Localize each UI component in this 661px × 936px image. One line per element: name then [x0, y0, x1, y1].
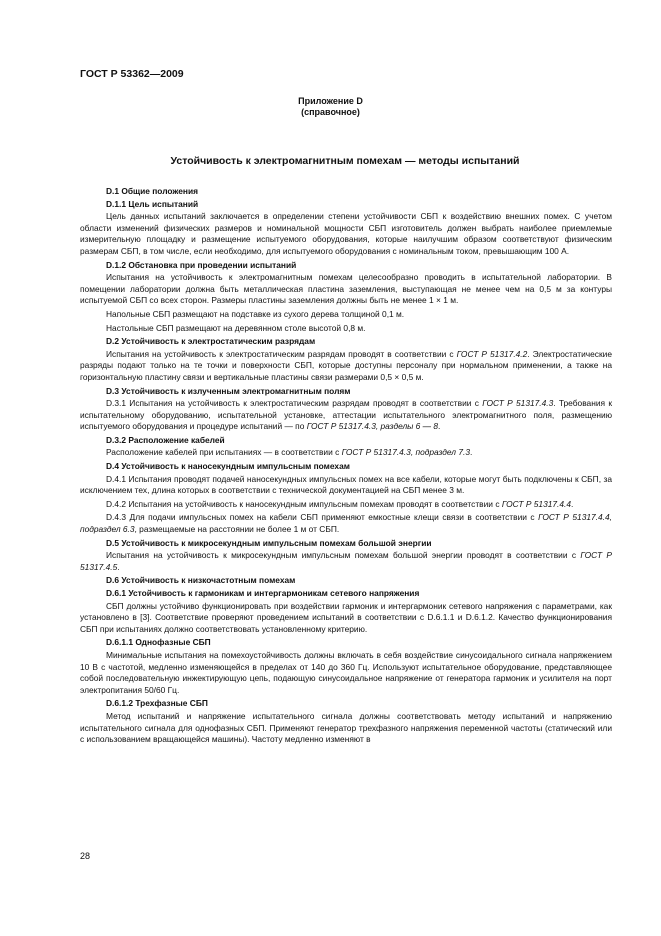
paragraph	[80, 499, 612, 511]
paragraph	[80, 512, 612, 535]
section-heading: D.1.2 Обстановка при проведении испытаний	[106, 259, 297, 270]
paragraph: Испытания на устойчивость к электромагнитным помехам целесообразно проводить в испытательной лаборатории. В помещении лаборатории должна быть металлическая пластина заземления, выступающая не менее чем на 0,5 м за контуры испытуемой СБП со всех сторон. Размеры пластины заземления должны быть не менее 1 × 1 м.	[80, 272, 612, 306]
standard-reference: ГОСТ Р 51317.4.2	[456, 348, 528, 359]
text-run: .	[470, 447, 473, 458]
document-body	[80, 185, 612, 748]
paragraph	[80, 550, 612, 573]
section-heading: D.3.2 Расположение кабелей	[106, 434, 225, 445]
paragraph: Цель данных испытаний заключается в определении степени устойчивости СБП к воздействию внешних помех. С учетом области изменений физических размеров и номинальной мощности СБП изготовитель должен выбрать наиболее приемлемые измерительную площадку и размещение испытуемого оборудования, которые наилучшим образом соответствуют физическим размерам СБП, в том числе, если необходимо, для испытуемого оборудования с номинальным током, превышающим 100 А.	[80, 211, 612, 256]
paragraph	[80, 447, 612, 459]
standard-reference: ГОСТ Р 51317.4.3, подраздел 7.3	[341, 447, 470, 458]
paragraph: Минимальные испытания на помехоустойчивость должны включать в себя воздействие синусоидального сигнала напряжением 10 В с частотой, медленно изменяющейся в пределах от 140 до 360 Гц. Используют испытательное оборудование, представляющее собой последовательную инжектирующую цепь, подающую синусоидальное напряжение от генератора гармоник и усилителя на порт электропитания 50/60 Гц.	[80, 649, 612, 695]
text-run: , размещаемые на расстоянии не более 1 м от СБП.	[134, 524, 340, 535]
section-heading: D.1 Общие положения	[106, 186, 199, 196]
text-run: Испытания на устойчивость к электростатическим разрядам проводят в соответствии с	[106, 348, 457, 359]
text-run: .	[117, 561, 120, 572]
text-run: D.3.1 Испытания на устойчивость к электростатическим разрядам проводят в соответствии с	[106, 398, 483, 409]
paragraph: Метод испытаний и напряжение испытательного сигнала должны соответствовать методу испытаний и напряжению испытательного сигнала для однофазных СБП. Применяют генератор трехфазного напряжения переменной частоты (статический или с использованием вращающейся машины). Частоту медленно изменяют в	[80, 710, 612, 745]
standard-reference: ГОСТ Р 51317.4.3, разделы 6 — 8	[306, 421, 439, 432]
section-heading: D.5 Устойчивость к микросекундным импульсным помехам большой энергии	[106, 537, 432, 548]
text-run: .	[438, 421, 441, 432]
text-run: .	[571, 498, 574, 509]
section-heading: D.2 Устойчивость к электростатическим разрядам	[106, 336, 316, 347]
section-heading: D.6 Устойчивость к низкочастотным помехам	[106, 575, 296, 586]
section-heading: D.6.1.2 Трехфазные СБП	[106, 698, 208, 709]
standard-header: ГОСТ Р 53362—2009	[80, 68, 184, 80]
section-heading: D.6.1 Устойчивость к гармоникам и интергармоникам сетевого напряжения	[106, 588, 420, 598]
paragraph: Настольные СБП размещают на деревянном столе высотой 0,8 м.	[106, 322, 366, 333]
section-heading: D.6.1.1 Однофазные СБП	[106, 637, 211, 648]
standard-reference: ГОСТ Р 51317.4.4, подраздел 6.3	[80, 512, 612, 535]
text-run: D.4.2 Испытания на устойчивость к наносекундным импульсным помехам проводят в соответствии с	[106, 498, 502, 509]
text-run: . Требования к испытательному оборудованию, испытательной установке, аттестации испытательного электромагнитного поля, размещению испытуемого оборудования и процедуре испытаний — по	[80, 398, 612, 432]
standard-reference: ГОСТ Р 51317.4.5	[80, 550, 612, 572]
annex-title: Приложение D	[298, 96, 363, 106]
standard-reference: ГОСТ Р 51317.4.3	[482, 398, 554, 409]
text-run: D.4.3 Для подачи импульсных помех на кабели СБП применяют емкостные клещи связи в соответствии с	[106, 512, 539, 523]
standard-reference: ГОСТ Р 51317.4.4	[501, 498, 572, 509]
text-run: . Электростатические разряды подают только на те точки и поверхности СБП, которые доступны персоналу при нормальном применении, а также на горизонтальную пластину связи и вертикальные пластины связи размерами 0,5 × 0,5 м.	[80, 348, 612, 382]
section-heading: D.3 Устойчивость к излученным электромагнитным полям	[106, 385, 351, 396]
page-number: 28	[80, 851, 91, 861]
text-run: Расположение кабелей при испытаниях — в соответствии с	[106, 447, 342, 458]
main-title: Устойчивость к электромагнитным помехам — методы испытаний	[170, 155, 520, 167]
paragraph	[80, 398, 612, 433]
paragraph	[80, 349, 612, 384]
paragraph: СБП должны устойчиво функционировать при воздействии гармоник и интергармоник сетевого напряжения с параметрами, как установлено в [3]. Соответствие проверяют проведением испытаний в соответствии с D.6.1.1 и D.6.1.2. Качество функционирования СБП при испытаниях должно соответствовать установленному критерию.	[80, 600, 612, 634]
section-heading: D.4 Устойчивость к наносекундным импульсным помехам	[106, 461, 350, 472]
text-run: Испытания на устойчивость к микросекундным импульсным помехам большой энергии проводят в соответствии с	[106, 550, 581, 561]
annex-subtitle: (справочное)	[301, 107, 360, 117]
paragraph: D.4.1 Испытания проводят подачей наносекундных импульсных помех на все кабели, которые могут быть подключены к СБП, за исключением тех, длина которых в соответствии с технической документацией на СБП менее 3 м.	[80, 473, 612, 496]
paragraph: Напольные СБП размещают на подставке из сухого дерева толщиной 0,1 м.	[106, 308, 405, 319]
section-heading: D.1.1 Цель испытаний	[106, 198, 199, 209]
